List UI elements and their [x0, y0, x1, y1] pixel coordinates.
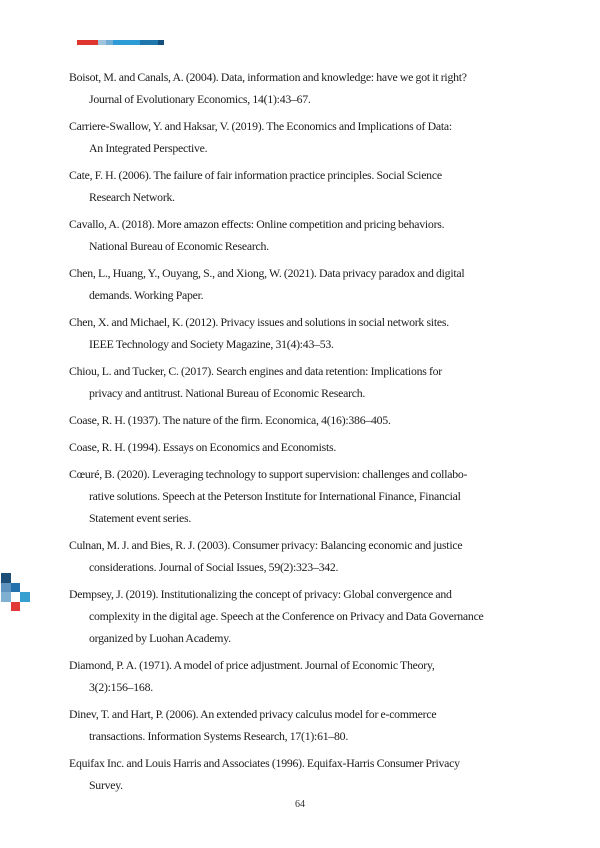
entry-line: 3(2):156–168. — [89, 680, 153, 694]
bibliography-entry — [69, 66, 527, 110]
bibliography-entry — [69, 115, 527, 159]
entry-line: Coase, R. H. (1994). Essays on Economics and Economists. — [69, 440, 337, 454]
entry-line: rative solutions. Speech at the Peterson Institute for International Finance, Financial — [89, 489, 461, 503]
bibliography-entry — [69, 703, 527, 747]
entry-line: Culnan, M. J. and Bies, R. J. (2003). Consumer privacy: Balancing economic and justice — [69, 538, 463, 552]
bibliography-entry — [69, 654, 527, 698]
entry-line: Cavallo, A. (2018). More amazon effects: Online competition and pricing behaviors. — [69, 217, 445, 231]
bibliography-entry — [69, 463, 527, 529]
entry-line: complexity in the digital age. Speech at the Conference on Privacy and Data Governance — [89, 609, 484, 623]
entry-line: Statement event series. — [89, 511, 192, 525]
bibliography-entry — [69, 534, 527, 578]
entry-line: Dinev, T. and Hart, P. (2006). An extended privacy calculus model for e-commerce — [69, 707, 437, 721]
bibliography-entry — [69, 262, 527, 306]
entry-line: Cate, F. H. (2006). The failure of fair information practice principles. Social Science — [69, 168, 442, 182]
bibliography-entry — [69, 436, 527, 458]
entry-line: Chiou, L. and Tucker, C. (2017). Search engines and data retention: Implications for — [69, 364, 442, 378]
entry-line: Cœuré, B. (2020). Leveraging technology to support supervision: challenges and collabo- — [69, 467, 468, 481]
entry-line: Chen, L., Huang, Y., Ouyang, S., and Xiong, W. (2021). Data privacy paradox and digital — [69, 266, 465, 280]
bibliography-list — [69, 66, 527, 801]
bibliography-entry — [69, 213, 527, 257]
pixel-square — [11, 602, 21, 612]
pixel-square — [1, 592, 11, 602]
entry-line: An Integrated Perspective. — [89, 141, 208, 155]
entry-line: Research Network. — [89, 190, 175, 204]
page-number: 64 — [295, 799, 305, 810]
brand-color-bar — [77, 40, 164, 45]
entry-line: Diamond, P. A. (1971). A model of price adjustment. Journal of Economic Theory, — [69, 658, 435, 672]
entry-line: Chen, X. and Michael, K. (2012). Privacy issues and solutions in social network sites. — [69, 315, 449, 329]
entry-line: Dempsey, J. (2019). Institutionalizing the concept of privacy: Global convergence and — [69, 587, 452, 601]
bibliography-entry — [69, 360, 527, 404]
color-bar-segment — [106, 40, 113, 45]
entry-line: Coase, R. H. (1937). The nature of the firm. Economica, 4(16):386–405. — [69, 413, 391, 427]
entry-line: Journal of Evolutionary Economics, 14(1):43–67. — [89, 92, 311, 106]
color-bar-segment — [77, 40, 98, 45]
entry-line: considerations. Journal of Social Issues, 59(2):323–342. — [89, 560, 339, 574]
page-footer — [0, 799, 600, 811]
pixel-square — [1, 583, 11, 593]
bibliography-entry — [69, 752, 527, 796]
entry-line: IEEE Technology and Society Magazine, 31(4):43–53. — [89, 337, 334, 351]
entry-line: Survey. — [89, 778, 123, 792]
entry-line: Boisot, M. and Canals, A. (2004). Data, information and knowledge: have we got it right? — [69, 70, 467, 84]
bibliography-entry — [69, 409, 527, 431]
bibliography-entry — [69, 164, 527, 208]
entry-line: organized by Luohan Academy. — [89, 631, 231, 645]
pixel-square — [20, 592, 30, 602]
color-bar-segment — [140, 40, 158, 45]
entry-line: Equifax Inc. and Louis Harris and Associates (1996). Equifax-Harris Consumer Privacy — [69, 756, 460, 770]
bibliography-entry — [69, 311, 527, 355]
bibliography-entry — [69, 583, 527, 649]
entry-line: privacy and antitrust. National Bureau of Economic Research. — [89, 386, 366, 400]
entry-line: Carriere-Swallow, Y. and Haksar, V. (2019). The Economics and Implications of Data: — [69, 119, 452, 133]
pixel-square — [11, 583, 21, 593]
color-bar-segment — [113, 40, 140, 45]
entry-line: demands. Working Paper. — [89, 288, 204, 302]
pixel-square — [1, 573, 11, 583]
color-bar-segment — [98, 40, 106, 45]
color-bar-segment — [158, 40, 164, 45]
entry-line: National Bureau of Economic Research. — [89, 239, 269, 253]
entry-line: transactions. Information Systems Research, 17(1):61–80. — [89, 729, 349, 743]
